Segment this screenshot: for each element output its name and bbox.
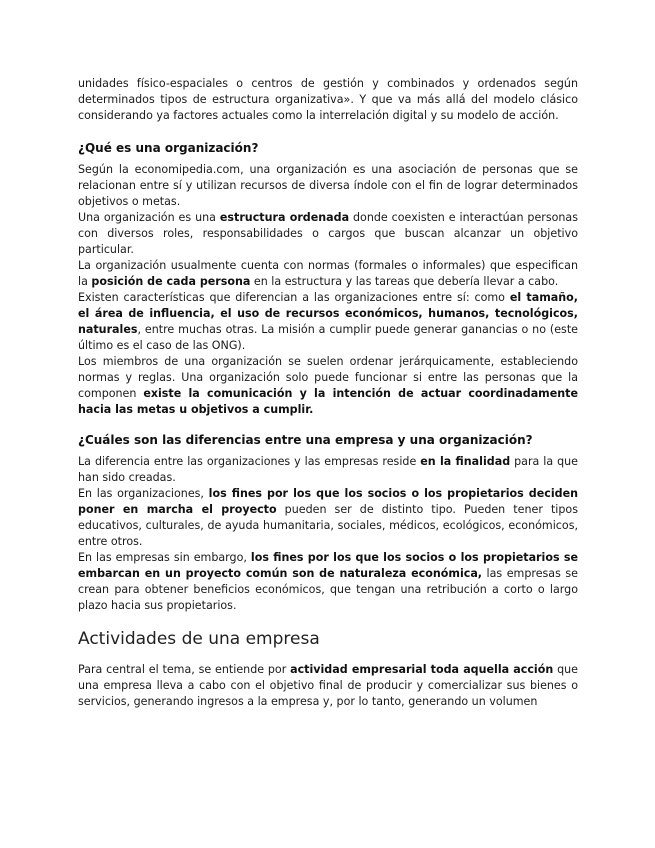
paragraph-companies: En las empresas sin embargo, los fines por los que los socios o los propietarios se embarcan en un proyecto común son de naturaleza económica, las empresas se crean para obtener beneficios económicos, que tengan una retribución a corto o largo plazo hacia sus propietarios.: [78, 551, 579, 612]
intro-paragraph: unidades físico-espaciales o centros de gestión y combinados y ordenados según determinados tipos de estructura organizativa». Y que va más allá del modelo clásico considerando ya factores actuales como la interrelación digital y su modelo de acción.: [78, 77, 578, 122]
paragraph-structure: Una organización es una estructura ordenada donde coexisten e interactúan personas con diversos roles, responsabilidades o cargos que buscan alcanzar un objetivo particular.: [78, 211, 579, 256]
bold-phrase: los fines por los que los socios o los propietarios se embarcan en un proyecto común son de naturaleza económica,: [78, 551, 579, 580]
bold-phrase: en la finalidad: [420, 455, 511, 468]
paragraph-difference: La diferencia entre las organizaciones y las empresas reside en la finalidad para la que han sido creadas.: [78, 455, 579, 484]
paragraph-characteristics: Existen características que diferencian a las organizaciones entre sí: como el tamaño, el área de influencia, el uso de recursos económicos, humanos, tecnológicos, naturales, entre muchas otras. La misión a cumplir puede generar ganancias o no (este último es el caso de las ONG).: [78, 291, 578, 352]
document-body: [78, 76, 578, 710]
bold-phrase: estructura ordenada: [219, 211, 350, 224]
section-heading-diferencias: ¿Cuáles son las diferencias entre una empresa y una organización?: [78, 433, 533, 447]
section-heading-actividades: Actividades de una empresa: [78, 629, 320, 649]
bold-phrase: actividad empresarial toda aquella acción: [290, 663, 554, 676]
bold-phrase: existe la comunicación y la intención de actuar coordinadamente hacia las metas u objetivos a cumplir.: [78, 387, 578, 416]
bold-phrase: el tamaño, el área de influencia, el uso de recursos económicos, humanos, tecnológicos, naturales: [78, 291, 578, 336]
bold-phrase: posición de cada persona: [91, 275, 251, 288]
paragraph-activity: Para central el tema, se entiende por actividad empresarial toda aquella acción que una empresa lleva a cabo con el objetivo final de producir y comercializar sus bienes o servicios, generando ingresos a la empresa y, por lo tanto, generando un volumen: [78, 663, 578, 708]
paragraph-members: Los miembros de una organización se suelen ordenar jerárquicamente, estableciendo normas y reglas. Una organización solo puede funcionar si entre las personas que la componen existe la comunicación y la intención de actuar coordinadamente hacia las metas u objetivos a cumplir.: [78, 355, 578, 416]
paragraph-norms: La organización usualmente cuenta con normas (formales o informales) que especifican la posición de cada persona en la estructura y las tareas que debería llevar a cabo.: [78, 259, 578, 288]
paragraph-organizations: En las organizaciones, los fines por los que los socios o los propietarios deciden poner en marcha el proyecto pueden ser de distinto tipo. Pueden tener tipos educativos, culturales, de ayuda humanitaria, sociales, médicos, ecológicos, económicos, entre otros.: [78, 487, 578, 548]
section-heading-organizacion: ¿Qué es una organización?: [78, 141, 259, 155]
bold-phrase: los fines por los que los socios o los propietarios deciden poner en marcha el proyecto: [78, 487, 578, 516]
paragraph-definition: Según la economipedia.com, una organización es una asociación de personas que se relacionan entre sí y utilizan recursos de diversa índole con el fin de lograr determinados objetivos o metas.: [78, 163, 578, 208]
